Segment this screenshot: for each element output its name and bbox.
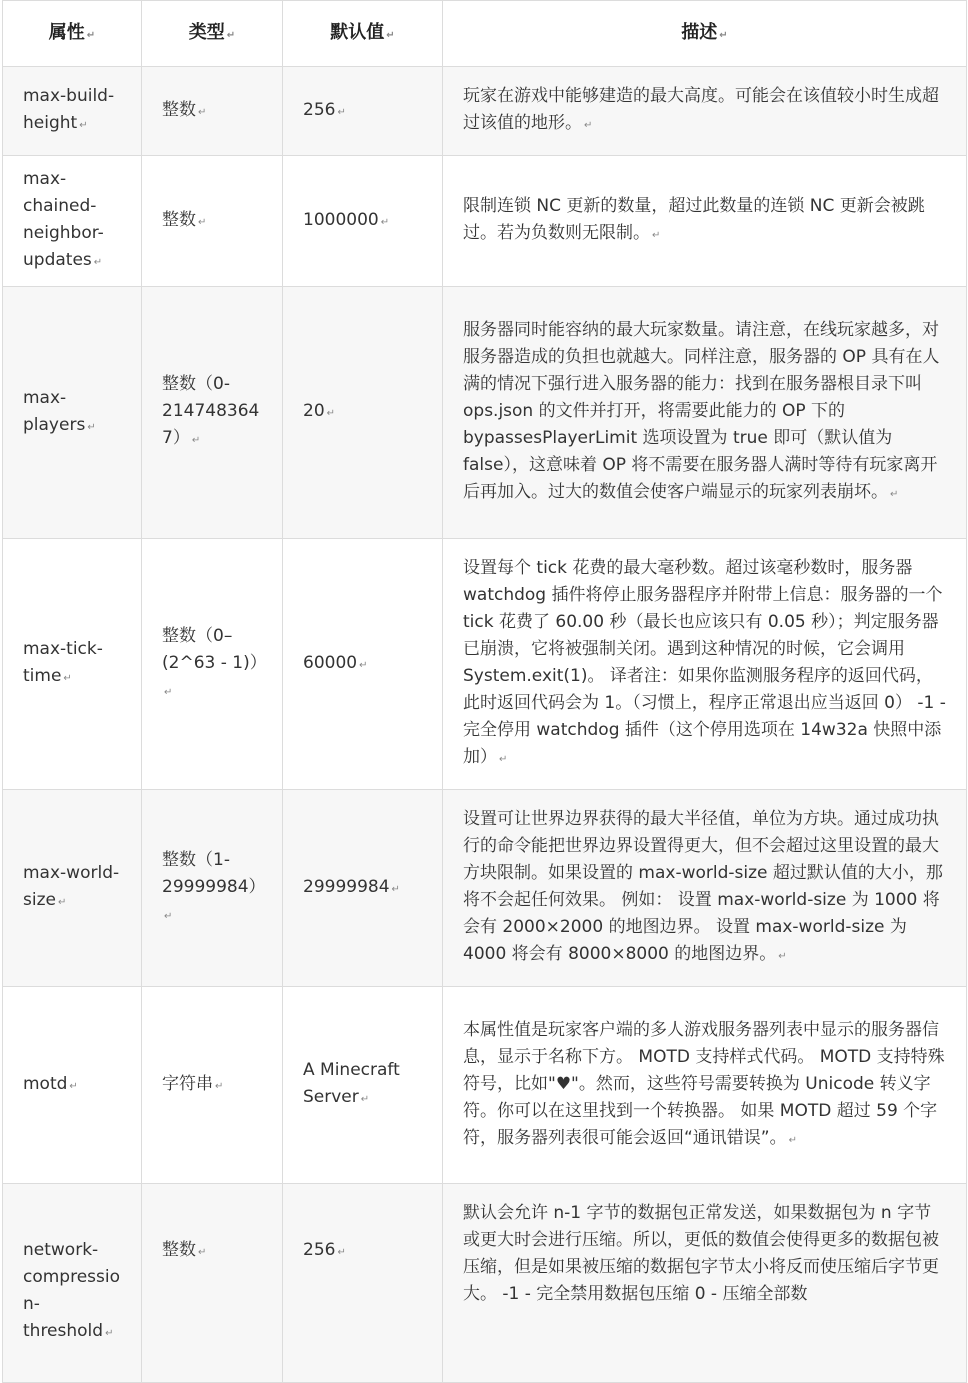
cell-type: 整数 ↵ (142, 156, 283, 287)
header-property: 属性 ↵ (3, 1, 142, 67)
cell-property: max-players ↵ (3, 287, 142, 539)
table-row (3, 287, 967, 539)
cell-property: max-build-height ↵ (3, 67, 142, 156)
cell-default: 256 ↵ (283, 67, 443, 156)
cell-property: max-tick-time ↵ (3, 539, 142, 790)
cell-default: 256 ↵ (283, 1184, 443, 1383)
cell-default: 20 ↵ (283, 287, 443, 539)
cell-type: 字符串 ↵ (142, 987, 283, 1184)
cell-type: 整数 ↵ (142, 1184, 283, 1383)
cell-type: 整数（0-2147483647） ↵ (142, 287, 283, 539)
table-row (3, 987, 967, 1184)
cell-property: max-world-size ↵ (3, 790, 142, 987)
cell-property: max-chained-neighbor-updates ↵ (3, 156, 142, 287)
cell-description: 服务器同时能容纳的最大玩家数量。请注意，在线玩家越多，对服务器造成的负担也就越大。同样注意，服务器的 OP 具有在人满的情况下强行进入服务器的能力：找到在服务器根目录下叫 ops.json 的文件并打开，将需要此能力的 OP 下的 bypassesPlayerLimit 选项设置为 true 即可（默认值为 false），这意味着 OP 将不需要在服务器人满时等待有玩家离开后再加入。过大的数值会使客户端显示的玩家列表崩坏。 ↵ (443, 287, 967, 539)
table-header-row (3, 1, 967, 67)
cell-description: 限制连锁 NC 更新的数量，超过此数量的连锁 NC 更新会被跳过。若为负数则无限制。 ↵ (443, 156, 967, 287)
cell-property: network-compression-threshold ↵ (3, 1184, 142, 1383)
table-row (3, 539, 967, 790)
header-default: 默认值 ↵ (283, 1, 443, 67)
cell-description: 本属性值是玩家客户端的多人游戏服务器列表中显示的服务器信息，显示于名称下方。 MOTD 支持样式代码。 MOTD 支持特殊符号，比如"♥"。然而，这些符号需要转换为 Unicode 转义字符。你可以在这里找到一个转换器。 如果 MOTD 超过 59 个字符，服务器列表很可能会返回“通讯错误”。 ↵ (443, 987, 967, 1184)
cell-type: 整数（1-29999984） ↵ (142, 790, 283, 987)
table-row (3, 790, 967, 987)
cell-type: 整数 ↵ (142, 67, 283, 156)
cell-description: 设置每个 tick 花费的最大毫秒数。超过该毫秒数时，服务器 watchdog 插件将停止服务器程序并附带上信息：服务器的一个 tick 花费了 60.00 秒（最长也应该只有 0.05 秒）；判定服务器已崩溃，它将被强制关闭。遇到这种情况的时候，它会调用 System.exit(1)。 译者注：如果你监测服务程序的返回代码，此时返回代码会为 1。（习惯上，程序正常退出应当返回 0） -1 - 完全停用 watchdog 插件（这个停用选项在 14w32a 快照中添加） ↵ (443, 539, 967, 790)
table-row (3, 1184, 967, 1383)
cell-description: 玩家在游戏中能够建造的最大高度。可能会在该值较小时生成超过该值的地形。 ↵ (443, 67, 967, 156)
table-row (3, 67, 967, 156)
cell-default: 1000000 ↵ (283, 156, 443, 287)
cell-description: 设置可让世界边界获得的最大半径值，单位为方块。通过成功执行的命令能把世界边界设置得更大，但不会超过这里设置的最大方块限制。如果设置的 max-world-size 超过默认值的大小，那将不会起任何效果。 例如： 设置 max-world-size 为 1000 将会有 2000×2000 的地图边界。 设置 max-world-size 为 4000 将会有 8000×8000 的地图边界。 ↵ (443, 790, 967, 987)
server-properties-table (2, 0, 967, 1383)
cell-default: A Minecraft Server ↵ (283, 987, 443, 1184)
cell-default: 60000 ↵ (283, 539, 443, 790)
cell-type: 整数（0–(2^63 - 1)） ↵ (142, 539, 283, 790)
cell-property: motd ↵ (3, 987, 142, 1184)
cell-default: 29999984 ↵ (283, 790, 443, 987)
header-description: 描述 ↵ (443, 1, 967, 67)
header-type: 类型 ↵ (142, 1, 283, 67)
table-row (3, 156, 967, 287)
cell-description: 默认会允许 n-1 字节的数据包正常发送，如果数据包为 n 字节或更大时会进行压缩。所以，更低的数值会使得更多的数据包被压缩，但是如果被压缩的数据包字节太小将反而使压缩后字节更大。 -1 - 完全禁用数据包压缩 0 - 压缩全部数 (443, 1184, 967, 1383)
